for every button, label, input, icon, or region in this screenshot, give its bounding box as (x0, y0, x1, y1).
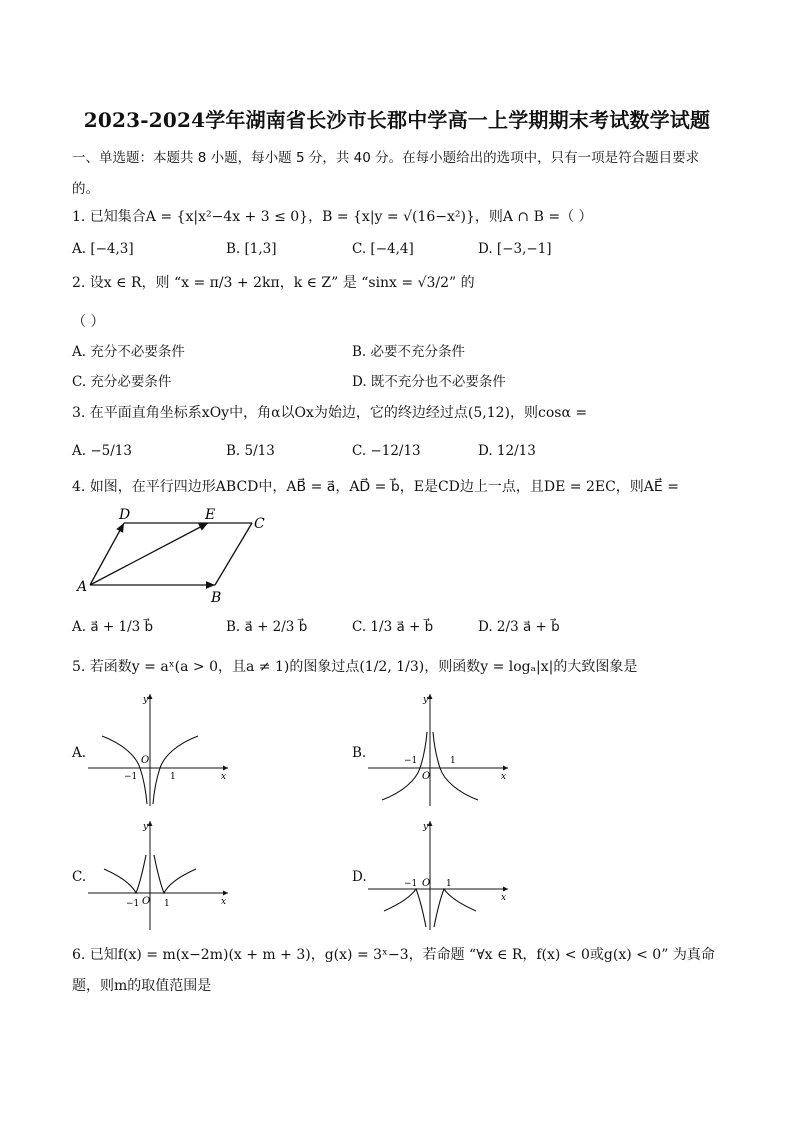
tick-pos1: 1 (170, 772, 176, 782)
label-b: B (211, 590, 222, 605)
edge-bc (215, 523, 252, 585)
q1-option-b: B. [1,3] (226, 241, 277, 257)
x-label: x (221, 897, 227, 907)
label-a: A (77, 579, 88, 595)
graph-a (88, 688, 238, 810)
q3-option-b: B. 5/13 (226, 443, 275, 459)
y-label: y (143, 822, 149, 832)
label-e: E (205, 507, 216, 523)
curve-right (433, 732, 478, 800)
q2-option-a: A. 充分不必要条件 (72, 344, 185, 360)
graph-d-label: D. (352, 869, 367, 885)
curve-right (434, 889, 476, 927)
y-label: y (423, 695, 429, 705)
q3-option-c: C. −12/13 (352, 443, 421, 459)
origin-label: O (422, 878, 431, 889)
q4-option-b: B. a⃗ + 2/3 b⃗ (226, 619, 308, 635)
q4-option-c: C. 1/3 a⃗ + b⃗ (352, 619, 434, 635)
section-instructions-line1: 一、单选题：本题共 8 小题，每小题 5 分，共 40 分。在每小题给出的选项中，只有一项是符合题目要求 (72, 150, 700, 166)
tick-pos1: 1 (446, 879, 452, 889)
graph-c-label: C. (72, 869, 87, 885)
graph-a-label: A. (72, 745, 87, 761)
q2-answer-paren: （ ） (72, 314, 105, 330)
y-label: y (143, 695, 149, 705)
q5-stem: 5. 若函数y = aˣ(a > 0，且a ≠ 1)的图象过点(1/2, 1/3)，则函数y = logₐ|x|的大致图象是 (72, 659, 638, 675)
graph-b (368, 688, 518, 810)
origin-label: O (142, 896, 151, 907)
x-label: x (221, 772, 227, 782)
x-label: x (501, 893, 507, 903)
q6-stem-line2: 题，则m的取值范围是 (72, 978, 212, 994)
label-c: C (254, 516, 265, 532)
graph-d (368, 815, 518, 937)
curve-right (153, 736, 198, 804)
q2-option-b: B. 必要不充分条件 (352, 344, 466, 360)
origin-label: O (422, 771, 431, 782)
tick-neg1: −1 (404, 879, 418, 889)
x-label: x (501, 772, 507, 782)
curve-left (382, 732, 427, 800)
q3-option-a: A. −5/13 (72, 443, 132, 459)
curve-right (154, 855, 196, 893)
q2-stem: 2. 设x ∈ R，则 “x = π/3 + 2kπ，k ∈ Z” 是 “sinx = √3/2” 的 (72, 275, 475, 291)
q3-option-d: D. 12/13 (478, 443, 536, 459)
graph-c (88, 815, 238, 937)
curve-left (102, 736, 150, 804)
tick-pos1: 1 (450, 756, 456, 766)
curve-left (104, 855, 146, 893)
q2-option-c: C. 充分必要条件 (72, 374, 172, 390)
label-d: D (119, 507, 131, 523)
q1-option-c: C. [−4,4] (352, 241, 414, 257)
q4-option-d: D. 2/3 a⃗ + b⃗ (478, 619, 560, 635)
q3-stem: 3. 在平面直角坐标系xOy中，角α以Ox为始边，它的终边经过点(5,12)，则cosα = (72, 405, 588, 421)
q4-option-a: A. a⃗ + 1/3 b⃗ (72, 619, 154, 635)
graph-b-label: B. (352, 745, 367, 761)
tick-neg1: −1 (404, 756, 418, 766)
q2-option-d: D. 既不充分也不必要条件 (352, 374, 506, 390)
q1-option-d: D. [−3,−1] (478, 241, 552, 257)
y-label: y (423, 822, 429, 832)
q1-option-a: A. [−4,3] (72, 241, 134, 257)
parallelogram-figure (72, 505, 292, 605)
q1-stem: 1. 已知集合A = {x|x²−4x + 3 ≤ 0}，B = {x|y = √(16−x²)}，则A ∩ B =（ ） (72, 209, 593, 225)
tick-pos1: 1 (164, 899, 170, 909)
section-instructions-line2: 的。 (72, 181, 99, 197)
tick-neg1: −1 (124, 772, 138, 782)
tick-neg1: −1 (126, 899, 140, 909)
page-title: 2023-2024学年湖南省长沙市长郡中学高一上学期期末考试数学试题 (83, 108, 711, 132)
q6-stem-line1: 6. 已知f(x) = m(x−2m)(x + m + 3)，g(x) = 3ˣ−3，若命题 “∀x ∈ R，f(x) < 0或g(x) < 0” 为真命 (72, 947, 715, 963)
curve-left (384, 889, 426, 927)
q4-stem: 4. 如图，在平行四边形ABCD中，AB⃗ = a⃗，AD⃗ = b⃗，E是CD边上一点，且DE = 2EC，则AE⃗ = (72, 479, 679, 495)
origin-label: O (141, 755, 150, 766)
